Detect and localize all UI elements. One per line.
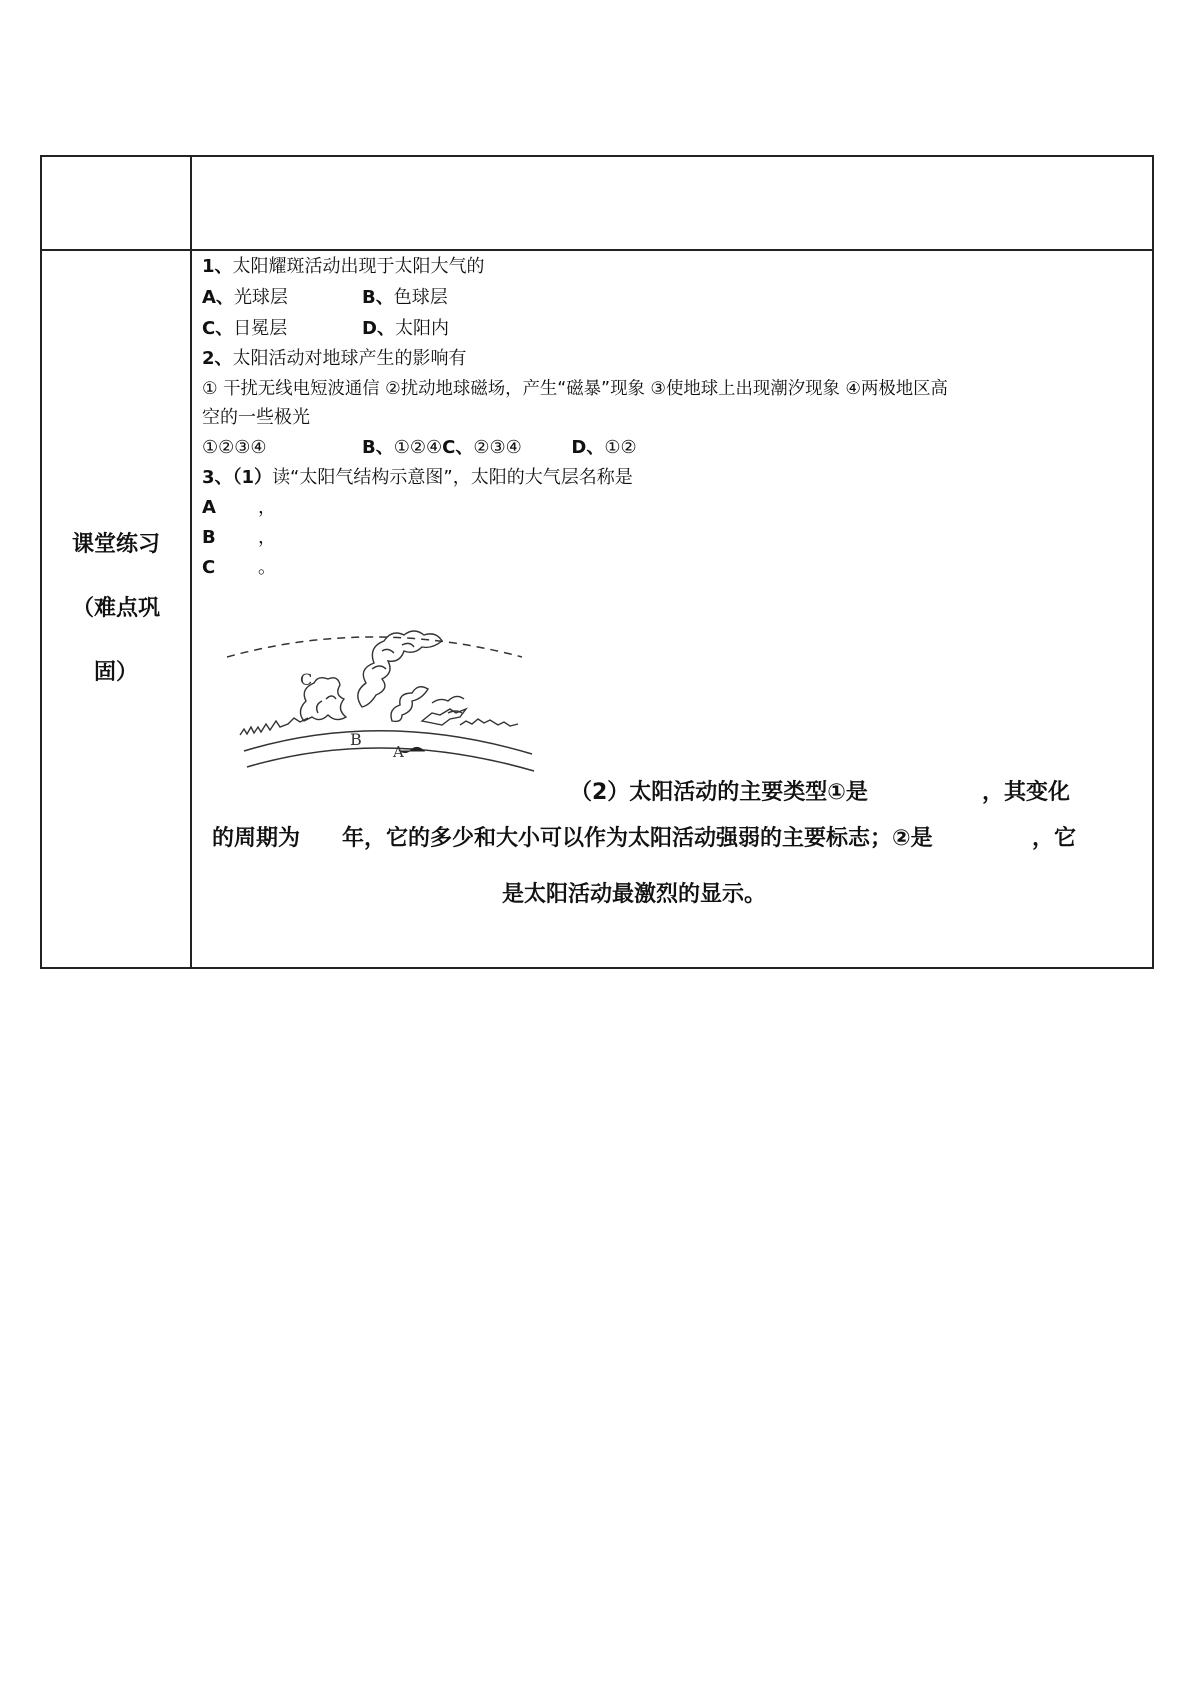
q1-stem [202, 255, 485, 279]
q1-option-b-text: 色球层 [393, 287, 448, 308]
q2-option-a: ①②③④ [202, 437, 267, 458]
q3-part2-line2-b: 年，它的多少和大小可以作为太阳活动强弱的主要标志；②是 [342, 826, 933, 851]
worksheet [40, 155, 1152, 969]
q3-part2-line2-c: ，它 [1032, 826, 1077, 851]
q2-body-line2: 空的一些极光 [202, 407, 310, 428]
q3-blank-c-punct: 。 [258, 557, 276, 578]
q3-blank-b [202, 526, 276, 550]
q3-part2-line1-a: （2）太阳活动的主要类型①是 [570, 780, 868, 805]
empty-label-cell [41, 156, 191, 250]
q3-stem [202, 466, 633, 490]
q1-options-row2 [202, 317, 449, 341]
q2-option-b-text: ①②④ [393, 437, 443, 458]
diagram-label-c: C [300, 670, 313, 689]
chromosphere-spicules [240, 631, 518, 735]
q3-blank-c-label: C [202, 557, 216, 578]
q2-stem [202, 347, 467, 371]
q1-option-c-key: C、 [202, 318, 234, 339]
exercise-table [40, 155, 1154, 969]
section-label-cell [41, 250, 191, 968]
q3-part2-line1-b: ，其变化 [982, 780, 1071, 805]
q3-number: 3、（1） [202, 467, 273, 488]
table-row-empty [41, 156, 1153, 250]
q1-option-b-key: B、 [362, 287, 394, 308]
empty-content-cell [191, 156, 1153, 250]
photosphere-upper-arc [244, 731, 532, 754]
q3-part2-line3: 是太阳活动最激烈的显示。 [502, 882, 767, 907]
diagram-label-b: B [350, 730, 362, 749]
section-label-line3: 固） [93, 660, 138, 685]
q1-option-c-text: 日冕层 [233, 318, 288, 339]
q1-option-d-text: 太阳内 [394, 318, 449, 339]
q2-option-c-key: C、 [442, 437, 474, 458]
q2-number: 2、 [202, 348, 233, 369]
q2-options [202, 436, 637, 460]
q2-text: 太阳活动对地球产生的影响有 [232, 348, 467, 369]
q3-blank-a-punct: ， [258, 497, 276, 518]
q2-option-c-text: ②③④ [473, 437, 522, 458]
q1-option-d-key: D、 [362, 318, 395, 339]
q2-option-d-text: ①② [604, 437, 637, 458]
section-label-line2: （难点巩 [71, 596, 160, 621]
q1-number: 1、 [202, 256, 233, 277]
section-label-line1: 课堂练习 [71, 532, 160, 557]
q1-options-row1 [202, 286, 448, 310]
q3-text: 读“太阳气结构示意图”，太阳的大气层名称是 [272, 467, 633, 488]
q3-blank-a-label: A [202, 497, 216, 518]
solar-atmosphere-diagram [222, 629, 552, 804]
q1-option-a-text: 光球层 [233, 287, 288, 308]
q2-option-d-key: D、 [571, 437, 605, 458]
exercise-content [192, 251, 1152, 967]
q3-blank-c [202, 556, 276, 580]
q1-option-a-key: A、 [202, 287, 234, 308]
q3-blank-a [202, 496, 276, 520]
section-label [42, 251, 190, 967]
q2-option-b-key: B、 [362, 437, 394, 458]
q3-blank-b-punct: ， [258, 527, 276, 548]
q1-text: 太阳耀斑活动出现于太阳大气的 [232, 256, 485, 277]
photosphere-lower-arc [247, 748, 534, 771]
exercise-content-cell [191, 250, 1153, 968]
diagram-label-a: A [393, 743, 404, 761]
q3-blank-b-label: B [202, 527, 216, 548]
table-row-exercise [41, 250, 1153, 968]
q3-part2-line2-a: 的周期为 [212, 826, 301, 851]
q2-body-line1: ① 干扰无线电短波通信 ②扰动地球磁场，产生“磁暴”现象 ③使地球上出现潮汐现象 ④两极地区高 [202, 379, 948, 399]
